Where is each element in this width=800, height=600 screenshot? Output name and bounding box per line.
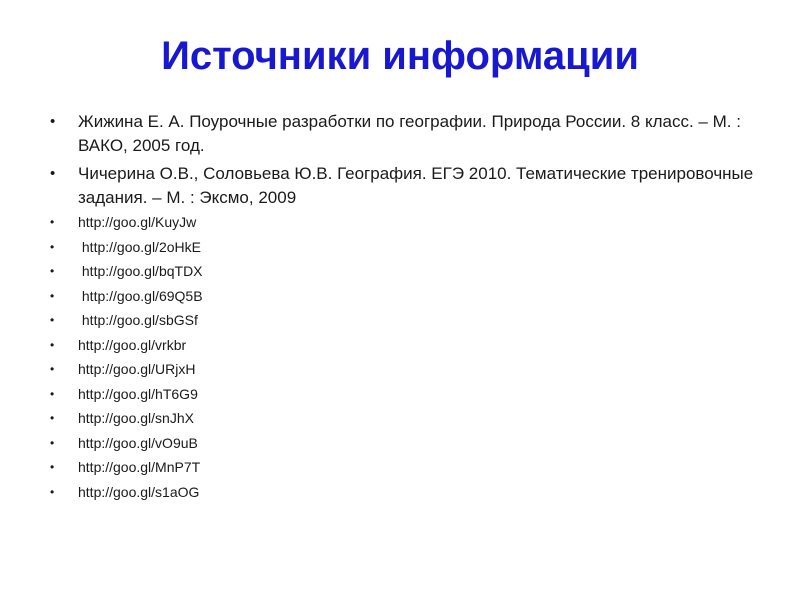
source-book-chicherina <box>50 162 760 210</box>
link-text[interactable]: http://goo.gl/vrkbr <box>78 336 187 353</box>
link-text[interactable]: http://goo.gl/MnP7T <box>78 459 201 475</box>
link-text[interactable]: http://goo.gl/69Q5B <box>78 287 203 304</box>
source-link[interactable] <box>50 312 760 329</box>
sources-list <box>50 110 760 508</box>
bullet-icon: • <box>50 386 55 401</box>
link-text[interactable]: http://goo.gl/s1aOG <box>78 483 200 500</box>
source-link[interactable] <box>50 410 760 427</box>
bullet-icon: • <box>50 337 55 352</box>
link-text[interactable]: http://goo.gl/URjxH <box>78 361 196 377</box>
source-link[interactable] <box>50 337 760 354</box>
source-link[interactable] <box>50 484 760 501</box>
link-text[interactable]: http://goo.gl/KuyJw <box>78 214 197 230</box>
source-link[interactable] <box>50 435 760 452</box>
bullet-icon: • <box>50 484 55 499</box>
source-link[interactable] <box>50 263 760 280</box>
link-text[interactable]: http://goo.gl/hT6G9 <box>78 385 198 402</box>
link-text[interactable]: http://goo.gl/vO9uB <box>78 434 198 451</box>
link-text[interactable]: http://goo.gl/bqTDX <box>78 263 203 279</box>
bullet-icon: • <box>50 113 56 130</box>
source-link[interactable] <box>50 459 760 476</box>
slide-title: Источники информации <box>161 34 639 78</box>
source-text: Жижина Е. А. Поурочные разработки по географии. Природа России. 8 класс. – М. : ВАКО, 2005 год. <box>78 112 746 155</box>
bullet-icon: • <box>50 460 55 474</box>
source-link[interactable] <box>50 288 760 305</box>
bullet-icon: • <box>50 362 55 376</box>
source-link[interactable] <box>50 361 760 378</box>
source-link[interactable] <box>50 214 760 231</box>
link-text[interactable]: http://goo.gl/snJhX <box>78 410 194 426</box>
link-text[interactable]: http://goo.gl/sbGSf <box>78 312 198 328</box>
bullet-icon: • <box>50 239 55 254</box>
source-text: Чичерина О.В., Соловьева Ю.В. География. ЕГЭ 2010. Тематические тренировочные задания. – М. : Эксмо, 2009 <box>78 164 758 207</box>
source-book-zhizhina <box>50 110 760 158</box>
bullet-icon: • <box>50 215 55 229</box>
source-link[interactable] <box>50 239 760 256</box>
bullet-icon: • <box>50 435 55 450</box>
bullet-icon: • <box>50 288 55 303</box>
bullet-icon: • <box>50 313 55 327</box>
bullet-icon: • <box>50 165 56 182</box>
bullet-icon: • <box>50 264 55 278</box>
source-link[interactable] <box>50 386 760 403</box>
link-text[interactable]: http://goo.gl/2oHkE <box>78 238 201 255</box>
bullet-icon: • <box>50 411 55 425</box>
